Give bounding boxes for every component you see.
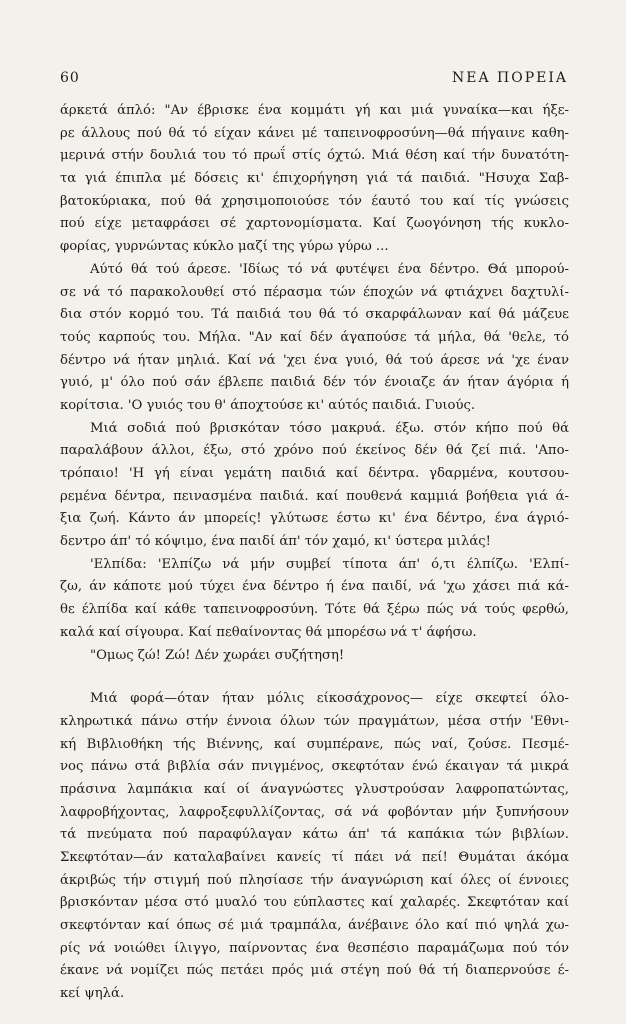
text-line: Μιά φορά—όταν ήταν μόλις είκοσάχρονος— είχε σκεφτεί όλο- <box>90 691 569 707</box>
text-line: σε νά τό παρακολουθεί στό πέρασμα τών έποχών νά φτιάχνει δαχτυλί- <box>60 284 569 300</box>
text-line: κορίτσια. 'Ο γυιός του θ' άποχτούσε κι' αύτός παιδιά. Γυιούς. <box>60 397 476 413</box>
text-line: σκεφτόνταν καί όπως σέ μιά τραμπάλα, άνέβαινε όλο καί πιό ψηλά χω- <box>60 918 569 934</box>
text-line: γυιό, μ' όλο πού σάν έβλεπε παιδιά δέν τόν ένοιαζε άν ήταν άγόρια ή <box>60 375 569 391</box>
text-line: άρκετά άπλό: "Αν έβρισκε ένα κομμάτι γή και μιά γυναίκα—και ήξε- <box>60 103 569 118</box>
text-line: πράσινα λαμπάκια καί οί άναγνώστες γλυστρούσαν λαφροπατώντας, <box>60 781 569 797</box>
text-line: φορίας, γυρνώντας κύκλο μαζί της γύρω γύρω ... <box>60 239 389 255</box>
text-line: νος πάνω στά βιβλία σάν πνιγμένος, σκεφτόταν ένώ έκαιγαν τά μικρά <box>60 759 569 775</box>
text-line: μερινά στήν δουλιά του τό πρωΐ στίς όχτώ. Μιά θέση καί τήν δυνατότη- <box>60 148 569 164</box>
text-line: κληρωτικά πάνω στήν έννοια όλων τών πραγμάτων, μέσα στήν 'Εθνι- <box>60 713 569 729</box>
page-header <box>60 70 568 92</box>
text-line: ρίς νά νοιώθει ίλιγγο, παίρνοντας ένα θεσπέσιο παραμάζωμα πού τόν <box>60 940 569 956</box>
running-title: ΝΕΑ ΠΟΡΕΙΑ <box>452 70 568 86</box>
text-line: λαφροβήχοντας, λαφροξεφυλλίζοντας, σά νά φοβόνταν μήν ξυπνήσουν <box>60 804 569 820</box>
section-gap <box>60 667 569 688</box>
text-line: Μιά σοδιά πού βρισκόταν τόσο μακρυά. έξω. στόν κήπο πού θά <box>90 420 569 436</box>
text-line: δεντρο άπ' τό κόψιμο, ένα παιδί άπ' τόν χαμό, κι' ύστερα μιλάς! <box>60 534 491 550</box>
text-line: Σκεφτόταν—άν καταλαβαίνει κανείς τί πάει νά πεί! Θυμάται άκόμα <box>60 850 569 865</box>
text-line: Αύτό θά τού άρεσε. 'Ιδίως τό νά φυτέψει ένα δέντρο. Θά μπορού- <box>90 261 569 277</box>
text-line: έκανε νά νομίζει πώς πετάει πρός μιά στέγη πού θά τή διαπερνούσε έ- <box>60 963 569 979</box>
text-line: ζω, άν κάποτε μού τύχει ένα δέντρο ή ένα παιδί, νά 'χω χάσει πιά κά- <box>60 579 569 595</box>
text-line: "Ομως ζώ! Ζώ! Δέν χωράει συζήτηση! <box>90 647 345 663</box>
text-line: τούς καρπούς του. Μήλα. "Αν καί δέν άγαπούσε τά μήλα, θά 'θελε, τό <box>60 329 569 345</box>
text-line: πού είχε μεταφράσει σέ χαρτονομίσματα. Καί ζωογόνηση τής κυκλο- <box>60 216 569 232</box>
text-line: παραλάβουν άλλοι, έξω, στό χρόνο πού έκείνος δέν θά ζεί πιά. 'Απο- <box>60 443 569 459</box>
text-line: δια στόν κορμό του. Τά παιδιά του θά τό σκαρφάλωναν καί θά μάζευε <box>60 307 569 323</box>
body-text <box>60 100 569 1006</box>
text-line: τά πνεύματα πού παραφύλαγαν κάτω άπ' τά καπάκια τών βιβλίων. <box>60 827 569 843</box>
text-line: θε έλπίδα καί κάθε ταπεινοφροσύνη. Τότε θά ξέρω πώς νά τούς φερθώ, <box>60 602 569 618</box>
text-line: 'Ελπίδα: 'Ελπίζω νά μήν συμβεί τίποτα άπ' ό,τι έλπίζω. 'Ελπί- <box>90 556 569 572</box>
text-line: κή Βιβλιοθήκη τής Βιέννης, καί συμπέρανε, πώς ναί, ζούσε. Πεσμέ- <box>60 736 569 752</box>
text-line: τρόπαιο! 'Η γή είναι γεμάτη παιδιά καί δέντρα. γδαρμένα, κουτσου- <box>60 466 569 481</box>
text-line: άκριβώς τήν στιγμή πού πλησίασε τήν άναγνώριση καί όλες οί έννοιες <box>60 872 569 888</box>
text-line: ρεμένα δέντρα, πεινασμένα παιδιά. καί πουθενά καμμιά βοήθεια γιά ά- <box>60 488 569 504</box>
text-line: καλά καί σίγουρα. Καί πεθαίνοντας θά μπορέσω νά τ' άφήσω. <box>60 624 477 640</box>
text-line: ξια ζωή. Κάντο άν μπορείς! γλύτωσε έστω κι' ένα δέντρο, ένα άγριό- <box>60 511 569 527</box>
text-line: βρισκόνταν μέσα στό μυαλό του εύπλαστες καί χαλαρές. Σκεφτόταν καί <box>60 895 569 911</box>
text-line: ρε άλλους πού θά τό είχαν κάνει μέ ταπεινοφροσύνη—θά πήγαινε καθη- <box>60 125 569 141</box>
text-line: κεί ψηλά. <box>60 986 125 1002</box>
page-number: 60 <box>60 70 80 86</box>
text-line: βατοκύριακα, πού θά χρησιμοποιούσε τόν έαυτό του καί τίς γνώσεις <box>60 193 569 209</box>
text-line: δέντρο νά ήταν μηλιά. Καί νά 'χει ένα γυιό, θά τού άρεσε νά 'χε έναν <box>60 352 569 368</box>
text-line: τα γιά έπιπλα μέ δόσεις κι' έπιχορήγηση γιά τά παιδιά. "Ησυχα Σαβ- <box>60 171 569 187</box>
